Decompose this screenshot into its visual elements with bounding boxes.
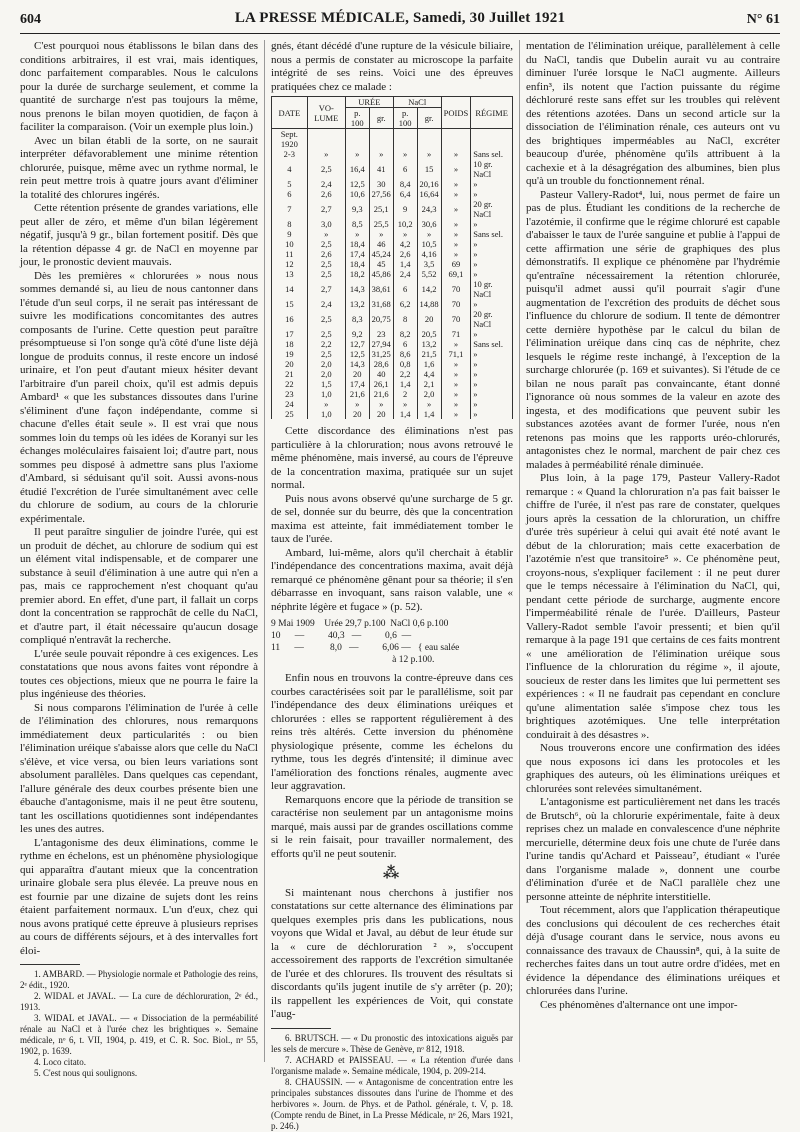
table-cell: 2,4 (307, 299, 345, 309)
paragraph: Dès les premières « chlorurées » nous nous sommes demandé si, au lieu de nous cantonner dans l'étude d'un seul corps, il ne serait pas intéressant de suivre les modifications concomitantes des autres composants de l'urine. Cette question peut paraître présomptueuse si l'on songe qu'à côté d'une liste déjà longue de produits connus, il reste encore un indosé urinaire, et l'on peut d'autant mieux hésiter devant l'arbitraire d'un pareil choix, qu'il est admis depuis Ambard¹ « que les substances dissoutes dans l'urine s'éliminent d'une façon indépendante, comme si chacune d'elles était seule ». Il est vrai que nous sommes loin du temps où les idées de Koranyi sur les échanges moléculaires faisaient loi; d'autre part, nous sommes peu disposé à admettre sans plus l'axiome d'Ambard, si séduisant qu'il soit. Aussi avons-nous étudié l'excrétion de l'urée simultanément avec celle du chlorure de sodium, au cours de la chlorurie expérimentale. (20, 269, 258, 525)
table-cell: Sans sel. (471, 149, 513, 159)
table-cell: » (369, 149, 393, 159)
table-cell: » (471, 349, 513, 359)
table-row (272, 409, 513, 419)
table-cell: 2,2 (393, 369, 417, 379)
table-cell: » (393, 229, 417, 239)
table-cell (417, 129, 441, 150)
table-cell: 20 (345, 369, 369, 379)
table-cell: » (471, 369, 513, 379)
table-cell: 20 (272, 359, 308, 369)
table-cell (369, 129, 393, 150)
table-cell: 2,5 (307, 259, 345, 269)
table-row (272, 339, 513, 349)
table-cell: 9,3 (345, 199, 369, 219)
paragraph: Si nous comparons l'élimination de l'urée à celle de l'élimination des chlorures, nous remarquons immédiatement deux particularités : ou bien l'élimination uréique s'abaisse alors que celle du NaCl s'élève, et vice versa, ou bien leurs variations sont absolument parallèles. Dans quelques cas cependant, l'allure générale des deux courbes présente bien une ébauche d'antagonisme, mais il ne peut être soutenu, tant les oscillations quotidiennes sont indépendantes les unes des autres. (20, 701, 258, 835)
th-nacl-group: NaCl (393, 97, 441, 108)
table-row (272, 219, 513, 229)
table-cell: 23 (369, 329, 393, 339)
table-row (272, 259, 513, 269)
paragraph: Ambard, lui-même, alors qu'il cherchait à établir l'indépendance des concentrations maxima, avait déjà remarqué ce phénomène gênant pour sa théorie; il s'en débarrasse en invoquant, sans raison valable, une « néphrite légère et fugace » (p. 52). (271, 546, 513, 613)
column-2-footnotes (271, 1033, 513, 1132)
table-cell: 6 (393, 279, 417, 299)
column-1-footnotes (20, 969, 258, 1079)
table-cell: 70 (441, 299, 471, 309)
table-cell: » (441, 199, 471, 219)
table-cell: 45,86 (369, 269, 393, 279)
table-cell: 24 (272, 399, 308, 409)
footnote: 6. BRUTSCH. — « Du pronostic des intoxications aiguës par les sels de mercure ». Thèse de Genève, nᵒ 812, 1918. (271, 1032, 513, 1054)
table-cell: » (471, 359, 513, 369)
table-cell: 6 (393, 159, 417, 179)
table-cell: 6,2 (393, 299, 417, 309)
journal-title: LA PRESSE MÉDICALE, Samedi, 30 Juillet 1921 (234, 10, 566, 26)
table-cell: » (441, 249, 471, 259)
table-cell: » (441, 159, 471, 179)
table-body (272, 129, 513, 420)
table-cell: 2,0 (417, 389, 441, 399)
table-cell: 16,64 (417, 189, 441, 199)
table-cell: 1,4 (393, 409, 417, 419)
footnote: 3. WIDAL et JAVAL. — « Dissociation de la perméabilité rénale au NaCl et à l'urée chez les brightiques ». Semaine médicale, nᵒ 6, t. VII, 1904, p. 419, et C. R. Soc. Biol., nᵒ 55, 1902, p. 1639. (20, 1013, 258, 1056)
table-cell: » (417, 149, 441, 159)
table-cell: 20 (417, 309, 441, 329)
table-cell: 8,6 (393, 349, 417, 359)
table-cell: 2,6 (393, 249, 417, 259)
table-cell: Sans sel. (471, 229, 513, 239)
measurement-line: 9 Mai 1909 Urée 29,7 p.100 NaCl 0,6 p.100 (271, 619, 449, 629)
table-cell: 0,8 (393, 359, 417, 369)
th-nacl-pct: p. 100 (393, 108, 417, 129)
page-number: 604 (20, 12, 41, 27)
column-1 (20, 40, 258, 1082)
table-row (272, 199, 513, 219)
table-cell: 45 (369, 259, 393, 269)
table-cell: 21,6 (369, 389, 393, 399)
table-cell: 41 (369, 159, 393, 179)
footnote: 2. WIDAL et JAVAL. — La cure de déchloruration, 2ᵉ éd., 1913. (20, 991, 258, 1012)
table-cell: 28,6 (369, 359, 393, 369)
table-cell: » (471, 329, 513, 339)
table-cell: » (471, 409, 513, 419)
table-cell: 8 (272, 219, 308, 229)
table-cell: 12 (272, 259, 308, 269)
table-cell: 20 (369, 409, 393, 419)
table-row (272, 389, 513, 399)
table-row (272, 239, 513, 249)
paragraph: C'est pourquoi nous établissons le bilan dans des conditions arbitraires, il est vrai, mais identiques, donc parfaitement comparables. Nous le calculons pour la durée de surcharge seulement, et comme la quantité de surcharge n'est pas toujours la même, nous prenons le bilan moyen quotidien, de façon à faciliter la comparaison. (Voir un exemple plus loin.) (20, 40, 258, 133)
table-cell: 2,1 (417, 379, 441, 389)
table-cell: » (369, 229, 393, 239)
table-cell: 1,4 (393, 259, 417, 269)
table-cell: 2 (393, 389, 417, 399)
table-cell: 12,5 (345, 179, 369, 189)
paragraph: Plus loin, à la page 179, Pasteur Vallery-Radot remarque : « Quand la chloruration n'a pas fait baisser le chiffre de l'urée, il n'est pas rare de constater, quelques jours après la cessation de la chloruration, un chiffre d'urée très supérieur à celui qui avait été noté avant le début de la chloruration; mais cette exacerbation de l'azotémie n'est que transitoire⁵ ». Ce phénomène peut, croyons-nous, s'expliquer facilement : il ne peut durer que le temps nécessaire à l'élimination du NaCl, qui, pendant cette période de surcharge, augmente encore l'imperméabilité rénale de l'urée. D'ailleurs, Pasteur Vallery-Radot semble l'avoir pressenti; et bien qu'il remarque à la page 191 que certains de ces faits montrent « une amélioration de l'élimination uréique sous l'influence de la chloruration du régime », il ajoute, soucieux de rester dans les limites que lui permettent ses expériences : « Il ne faudrait pas cependant en conclure qu'une alimentation salée s'impose chez tous les brightiques azotémiques. Une telle interprétation conduirait à des désastres ». (526, 472, 780, 741)
column-divider (519, 40, 520, 1062)
th-uree-group: URÉE (345, 97, 393, 108)
table-row (272, 329, 513, 339)
table-cell: 2-3 (272, 149, 308, 159)
table-cell: 13 (272, 269, 308, 279)
table-cell: » (471, 219, 513, 229)
table-cell: 38,61 (369, 279, 393, 299)
table-cell: » (441, 179, 471, 189)
section-break-asterism: ⁂ (382, 865, 402, 882)
footnote: 7. ACHARD et PAISSEAU. — « La rétention d'urée dans l'organisme malade ». Semaine médicale, 1904, p. 209-214. (271, 1054, 513, 1076)
table-row (272, 179, 513, 189)
table-cell: 9 (272, 229, 308, 239)
table-cell: 31,68 (369, 299, 393, 309)
table-cell: 18 (272, 339, 308, 349)
table-cell: 8,2 (393, 329, 417, 339)
table-cell: 6 (393, 339, 417, 349)
paragraph: mentation de l'élimination uréique, parallèlement à celle du NaCl, tandis que Dubelin aurait vu au contraire diminuer l'urée lorsque le NaCl augmente. Ailleurs enfin³, ils notent que l'action puissante du régime déchloruré reste sans effet sur les troubles qui relèvent des rétentions azotées. Dans un second article sur la dissociation de l'élimination rénale, ces auteurs ont vu des brightiques imperméables au NaCl, excréter beaucoup d'urée, phénomène qu'ils attribuent à la cachexie et à la désagrégation des albumines, bien plus qu'à un trouble du fonctionnement rénal. (526, 40, 780, 187)
table-cell: 1,4 (417, 409, 441, 419)
page-header (20, 4, 780, 32)
table-cell: 10 gr. NaCl (471, 279, 513, 299)
table-cell: 46 (369, 239, 393, 249)
inline-measurements (271, 618, 513, 666)
table-row (272, 189, 513, 199)
table-cell: 22 (272, 379, 308, 389)
measurement-line: à 12 p.100. (271, 655, 435, 665)
table-cell: 10,6 (345, 189, 369, 199)
table-row (272, 249, 513, 259)
column-2-body-c (271, 887, 513, 1022)
table-row (272, 369, 513, 379)
table-cell: 4,4 (417, 369, 441, 379)
th-nacl-gr: gr. (417, 108, 441, 129)
table-row (272, 359, 513, 369)
th-poids: POIDS (441, 97, 471, 129)
footnote: 8. CHAUSSIN. — « Antagonisme de concentration entre les principales substances dissoutes dans l'urine de l'homme et des herbivores ». Journ. de Phys. et de Pathol. générale, t. V, p. 18. (Compte rendu de Binet, in La Presse Médicale, nᵒ 26, Mars 1921, p. 246.) (271, 1076, 513, 1131)
table-cell: 20 gr. NaCl (471, 199, 513, 219)
table-cell: 3,5 (417, 259, 441, 269)
column-divider (264, 40, 265, 1062)
table-row (272, 379, 513, 389)
table-cell: 8 (393, 309, 417, 329)
footnote: 1. AMBARD. — Physiologie normale et Pathologie des reins, 2ᵉ édit., 1920. (20, 969, 258, 990)
paragraph: Pasteur Vallery-Radot⁴, lui, nous permet de faire un pas de plus. Étudiant les conditions de la recherche de l'azotémie, il confirme que le régime chloruré est capable d'abaisser le taux de l'urée sanguine et publie à l'appui de cette affirmation une série de graphiques des plus démonstratifs. Il explique ce phénomène par l'hydrémie qu'entraîne nécessairement la rétention chlorurée, puisqu'il admet aussi qu'il pourrait s'agir d'une augmentation de l'excrétion des produits de déchet sous l'influence du chlorure de sodium. Il tente de démontrer cette dernière hypothèse par le calcul du bilan de l'élimination uréique dans cinq cas de néphrite, chez lesquels le régime reste inchangé, à l'exception de la surcharge chlorurée (p. 169 et suivantes). Si l'étude de ce bilan ne nous paraît pas convaincante, étant donné l'ignorance où nous sommes de la valeur en azote des ingesta, et des modifications que peuvent subir les substances azotées avant de former l'urée, nous n'en retenons pas moins que les rapports uréo-chlorurés, antagonistes chez le normal, marchent de pair chez ces malades à perméabilité rénale diminuée. (526, 188, 780, 471)
table-row (272, 399, 513, 409)
table-cell: 14,88 (417, 299, 441, 309)
footnote-rule (20, 964, 80, 965)
table-cell: 70 (441, 279, 471, 299)
table-row (272, 149, 513, 159)
table-cell: 70 (441, 309, 471, 329)
table-cell: 4,2 (393, 239, 417, 249)
table-cell: Sept. 1920 (272, 129, 308, 150)
paragraph: Enfin nous en trouvons la contre-épreuve dans ces courbes caractérisées soit par le parallélisme, soit par l'indépendance des deux éliminations uréiques et chlorurées : elles se rapportent régulièrement à des reins très altérés. Cette inversion du phénomène physiologique présente, comme les échelons du rythme, tous les degrés d'intensité; il diminue avec l'amélioration des fonctions rénales, augmente avec leur aggravation. (271, 672, 513, 792)
th-uree-gr: gr. (369, 108, 393, 129)
table-cell: » (471, 299, 513, 309)
table-cell: 2,7 (307, 279, 345, 299)
table-row (272, 129, 513, 150)
measurement-line: 11 — 8,0 — 6,06 — { eau salée (271, 643, 460, 653)
table-cell: 20,75 (369, 309, 393, 329)
table-cell: 8,5 (345, 219, 369, 229)
table-cell: 17,4 (345, 249, 369, 259)
table-cell: 45,24 (369, 249, 393, 259)
table-cell: » (441, 369, 471, 379)
table-cell: 16,4 (345, 159, 369, 179)
table-cell: 25 (272, 409, 308, 419)
column-3-body (526, 40, 780, 1012)
table-cell: » (369, 399, 393, 409)
table-cell: 20,16 (417, 179, 441, 189)
column-2-body-a (271, 425, 513, 614)
table-cell: » (417, 399, 441, 409)
table-cell: 15 (272, 299, 308, 309)
table-cell: 1,4 (393, 379, 417, 389)
table-cell: 26,1 (369, 379, 393, 389)
table-row (272, 229, 513, 239)
table-cell: » (471, 379, 513, 389)
table-cell: 10,5 (417, 239, 441, 249)
table-cell: » (441, 219, 471, 229)
table-cell: 2,5 (307, 309, 345, 329)
table-cell: 23 (272, 389, 308, 399)
table-cell: 11 (272, 249, 308, 259)
table-cell: » (393, 399, 417, 409)
table-cell: » (471, 399, 513, 409)
table-cell: » (471, 269, 513, 279)
table-cell (307, 129, 345, 150)
table-cell: 31,25 (369, 349, 393, 359)
column-2 (271, 40, 513, 1131)
table-cell: » (417, 229, 441, 239)
table-cell: 1,0 (307, 389, 345, 399)
paragraph: L'antagonisme des deux éliminations, comme le rythme en échelons, est un phénomène physiologique qui apparaîtra d'autant mieux que la concentration urinaire globale sera plus élevée. La preuve nous en est fournie par une dizaine de sujets dont les reins étaient parfaitement normaux. L'un d'eux, chez qui nous avons pratiqué cette épreuve à plusieurs reprises au cours de différents séjours, et à des intervalles fort éloi- (20, 836, 258, 957)
table-cell: 2,2 (307, 339, 345, 349)
table-cell: » (307, 229, 345, 239)
paragraph: Ces phénomènes d'alternance ont une impor- (540, 998, 738, 1011)
table-cell: 6,4 (393, 189, 417, 199)
paragraph: Avec un bilan établi de la sorte, on ne saurait interpréter défavorablement une minime rétention chlorurée, puisque, même avec un rythme normal, le rein peut mettre trois à quatre jours avant d'éliminer la totalité des chlorures ingérés. (20, 134, 258, 201)
table-cell: 2,7 (307, 199, 345, 219)
paragraph: L'urée seule pouvait répondre à ces exigences. Les constatations que nous avons faites vont répondre à toutes ces objections, mieux que ne pourra le faire la plus ingénieuse des théories. (20, 647, 258, 700)
table-cell (393, 129, 417, 150)
table-cell: 2,5 (307, 159, 345, 179)
table-cell: » (441, 359, 471, 369)
table-cell: 17,4 (345, 379, 369, 389)
column-3 (526, 40, 780, 1082)
table-cell: » (471, 259, 513, 269)
table-cell: 12,7 (345, 339, 369, 349)
paragraph: Cette discordance des éliminations n'est pas particulière à la chloruration; nous avons retrouvé le même phénomène, mais inversé, au cours de l'épreuve de la concentration maxima, pratiquée sur un sujet normal. (271, 425, 513, 491)
table-cell: » (471, 389, 513, 399)
table-cell: » (441, 149, 471, 159)
table-cell: » (441, 379, 471, 389)
table-cell: 2,5 (307, 329, 345, 339)
table-cell: 2,4 (307, 179, 345, 189)
table-cell: » (307, 399, 345, 409)
table-cell: 10 gr. NaCl (471, 159, 513, 179)
table-cell: 5 (272, 179, 308, 189)
table-cell: 2,4 (393, 269, 417, 279)
urine-data-table (271, 96, 513, 419)
table-cell: » (345, 229, 369, 239)
footnote: 4. Loco citato. (34, 1057, 86, 1067)
table-cell: 2,5 (307, 269, 345, 279)
table-cell: 20 gr. NaCl (471, 309, 513, 329)
table-row (272, 279, 513, 299)
table-cell: 8,4 (393, 179, 417, 189)
table-cell: 13,2 (417, 339, 441, 349)
paragraph: Tout récemment, alors que l'application thérapeutique des conclusions qui découlent de ces recherches était déjà d'usage courant dans le service, nous avons eu connaissance des travaux de Chaussin⁸, qui, à la suite de recherches faites dans un tout autre ordre d'idées, met en évidence la dépendance des éliminations uréiques et chlorurées dans l'urine. (526, 904, 780, 997)
table-cell: 18,4 (345, 239, 369, 249)
paragraph: Cette rétention présente de grandes variations, elle peut aller de zéro, et même d'un bilan légèrement négatif, jusqu'à 9 gr., bilan fortement positif. Dès que la rétention dépasse 4 gr. de NaCl en moyenne par jour, le pronostic devient mauvais. (20, 202, 258, 268)
table-row (272, 309, 513, 329)
table-cell: 27,94 (369, 339, 393, 349)
table-cell: 2,6 (307, 189, 345, 199)
table-cell: 21,6 (345, 389, 369, 399)
th-uree-pct: p. 100 (345, 108, 369, 129)
table-cell: » (471, 179, 513, 189)
header-rule (20, 33, 780, 34)
table-cell: 69 (441, 259, 471, 269)
measurement-line: 10 — 40,3 — 0,6 — (271, 631, 412, 641)
paragraph: Nous trouverons encore une confirmation des idées que nous exposons ici dans les protocoles et les graphiques des auteurs, où les éliminations uréiques et chlorurées sont relevées simultanément. (526, 742, 780, 795)
footnote-rule (271, 1028, 331, 1029)
table-cell: 2,5 (307, 349, 345, 359)
table-cell: 14 (272, 279, 308, 299)
table-cell: 1,6 (417, 359, 441, 369)
table-cell: 2,0 (307, 369, 345, 379)
table-cell: Sans sel. (471, 339, 513, 349)
table-cell: 12,5 (345, 349, 369, 359)
table-cell: 1,5 (307, 379, 345, 389)
table-row (272, 269, 513, 279)
footnote: 5. C'est nous qui soulignons. (34, 1068, 138, 1078)
table-cell: » (393, 149, 417, 159)
table-cell: 25,5 (369, 219, 393, 229)
table-cell: 14,3 (345, 279, 369, 299)
table-cell: » (307, 149, 345, 159)
table-cell: » (345, 149, 369, 159)
table-cell: » (345, 399, 369, 409)
paragraph: Il peut paraître singulier de joindre l'urée, qui est un produit de déchet, au chlorure de sodium qui est un élément vital indispensable, et de comparer une substance à seuil d'élimination à une autre qui n'en a pas, mais ce rapprochement n'est choquant qu'au premier abord. En effet, d'une part, il fallait un corps dont la concentration se rapprochât de celle du NaCl, et d'autre part, il était nécessaire qu'aucun dosage compliqué n'entravât la recherche. (20, 526, 258, 646)
table-cell: 15 (417, 159, 441, 179)
table-cell: » (441, 239, 471, 249)
table-cell: 27,56 (369, 189, 393, 199)
table-cell: 19 (272, 349, 308, 359)
table-cell: 21 (272, 369, 308, 379)
th-volume: VO-LUME (307, 97, 345, 129)
paragraph: Puis nous avons observé qu'une surcharge de 5 gr. de sel, donnée sur du beurre, dès que la concentration maxima est atteinte, fait immédiatement tomber le taux de l'urée. (271, 492, 513, 545)
table-cell: 30 (369, 179, 393, 189)
table-cell: 9,2 (345, 329, 369, 339)
paragraph: Remarquons encore que la période de transition se caractérise non seulement par un antagonisme moins marqué, mais aussi par de grandes oscillations comme si le rein faisait, pour travailler normalement, des efforts qu'il ne peut soutenir. (271, 793, 513, 860)
table-cell: 4,16 (417, 249, 441, 259)
table-cell: 40 (369, 369, 393, 379)
table-cell: 4 (272, 159, 308, 179)
table-cell (441, 129, 471, 150)
table-cell: 2,0 (307, 359, 345, 369)
table-cell (471, 129, 513, 150)
table-cell: 24,3 (417, 199, 441, 219)
table-cell: 69,1 (441, 269, 471, 279)
table-cell: 14,3 (345, 359, 369, 369)
column-2-body-b (271, 672, 513, 861)
table-cell (345, 129, 369, 150)
table-cell: 18,4 (345, 259, 369, 269)
table-cell: » (441, 189, 471, 199)
table-cell: » (441, 229, 471, 239)
table-cell: 1,0 (307, 409, 345, 419)
table-cell: » (471, 239, 513, 249)
table-cell: 13,2 (345, 299, 369, 309)
table-cell: » (441, 339, 471, 349)
issue-number: N° 61 (746, 12, 780, 27)
table-row (272, 299, 513, 309)
table-cell: 3,0 (307, 219, 345, 229)
table-cell: 71 (441, 329, 471, 339)
table-cell: 20,5 (417, 329, 441, 339)
table-cell: 5,52 (417, 269, 441, 279)
table-cell: 7 (272, 199, 308, 219)
table-cell: 17 (272, 329, 308, 339)
table-cell: 21,5 (417, 349, 441, 359)
table-cell: 6 (272, 189, 308, 199)
table-cell: » (441, 409, 471, 419)
table-cell: 2,6 (307, 249, 345, 259)
table-cell: » (471, 249, 513, 259)
column-2-intro: gnés, étant décédé d'une rupture de la vésicule biliaire, nous a permis de constater au microscope la parfaite intégrité de ses reins. Voici une des épreuves pratiquées chez ce malade : (271, 40, 513, 93)
table-cell: 10 (272, 239, 308, 249)
paragraph: L'antagonisme est particulièrement net dans les tracés de Brutsch⁶, où la chlorurie expérimentale, faite à deux reprises chez un malade en convalescence d'une néphrite mercurielle, détermine deux fois une chute de l'urée dans l'urine tandis qu'Achard et Paisseau⁷, étudiant « l'urée dans l'organisme malade », donnent une courbe d'élimination d'urée et de NaCl parallèle chez une personne atteinte de néphrite interstitielle. (526, 796, 780, 903)
table-cell: 20 (345, 409, 369, 419)
table-cell: 14,2 (417, 279, 441, 299)
th-date: DATE (272, 97, 308, 129)
table-row (272, 349, 513, 359)
table-row (272, 159, 513, 179)
table-cell: » (441, 399, 471, 409)
table-cell: » (441, 389, 471, 399)
th-regime: RÉGIME (471, 97, 513, 129)
table-cell: 30,6 (417, 219, 441, 229)
table-cell: 10,2 (393, 219, 417, 229)
table-cell: » (471, 189, 513, 199)
table-cell: 2,5 (307, 239, 345, 249)
paragraph: Si maintenant nous cherchons à justifier nos constatations sur cette alternance des éliminations par quelques exemples pris dans les publications, nous voyons que Widal et Javal, au début de leur étude sur la « cure de déchloruration ² », s'occupent accessoirement des rapports de l'excrétion simultanée de l'urée et des chlorures. Ils trouvent des résultats si discordants qu'ils jugent inutile de s'y arrêter (p. 20); ils rappellent les expériences de Voit, qui constate l'aug- (271, 886, 513, 1020)
table-cell: 16 (272, 309, 308, 329)
table-cell: 25,1 (369, 199, 393, 219)
table-cell: 18,2 (345, 269, 369, 279)
table-cell: 9 (393, 199, 417, 219)
table-cell: 8,3 (345, 309, 369, 329)
column-1-body (20, 40, 258, 958)
table-cell: 71,1 (441, 349, 471, 359)
